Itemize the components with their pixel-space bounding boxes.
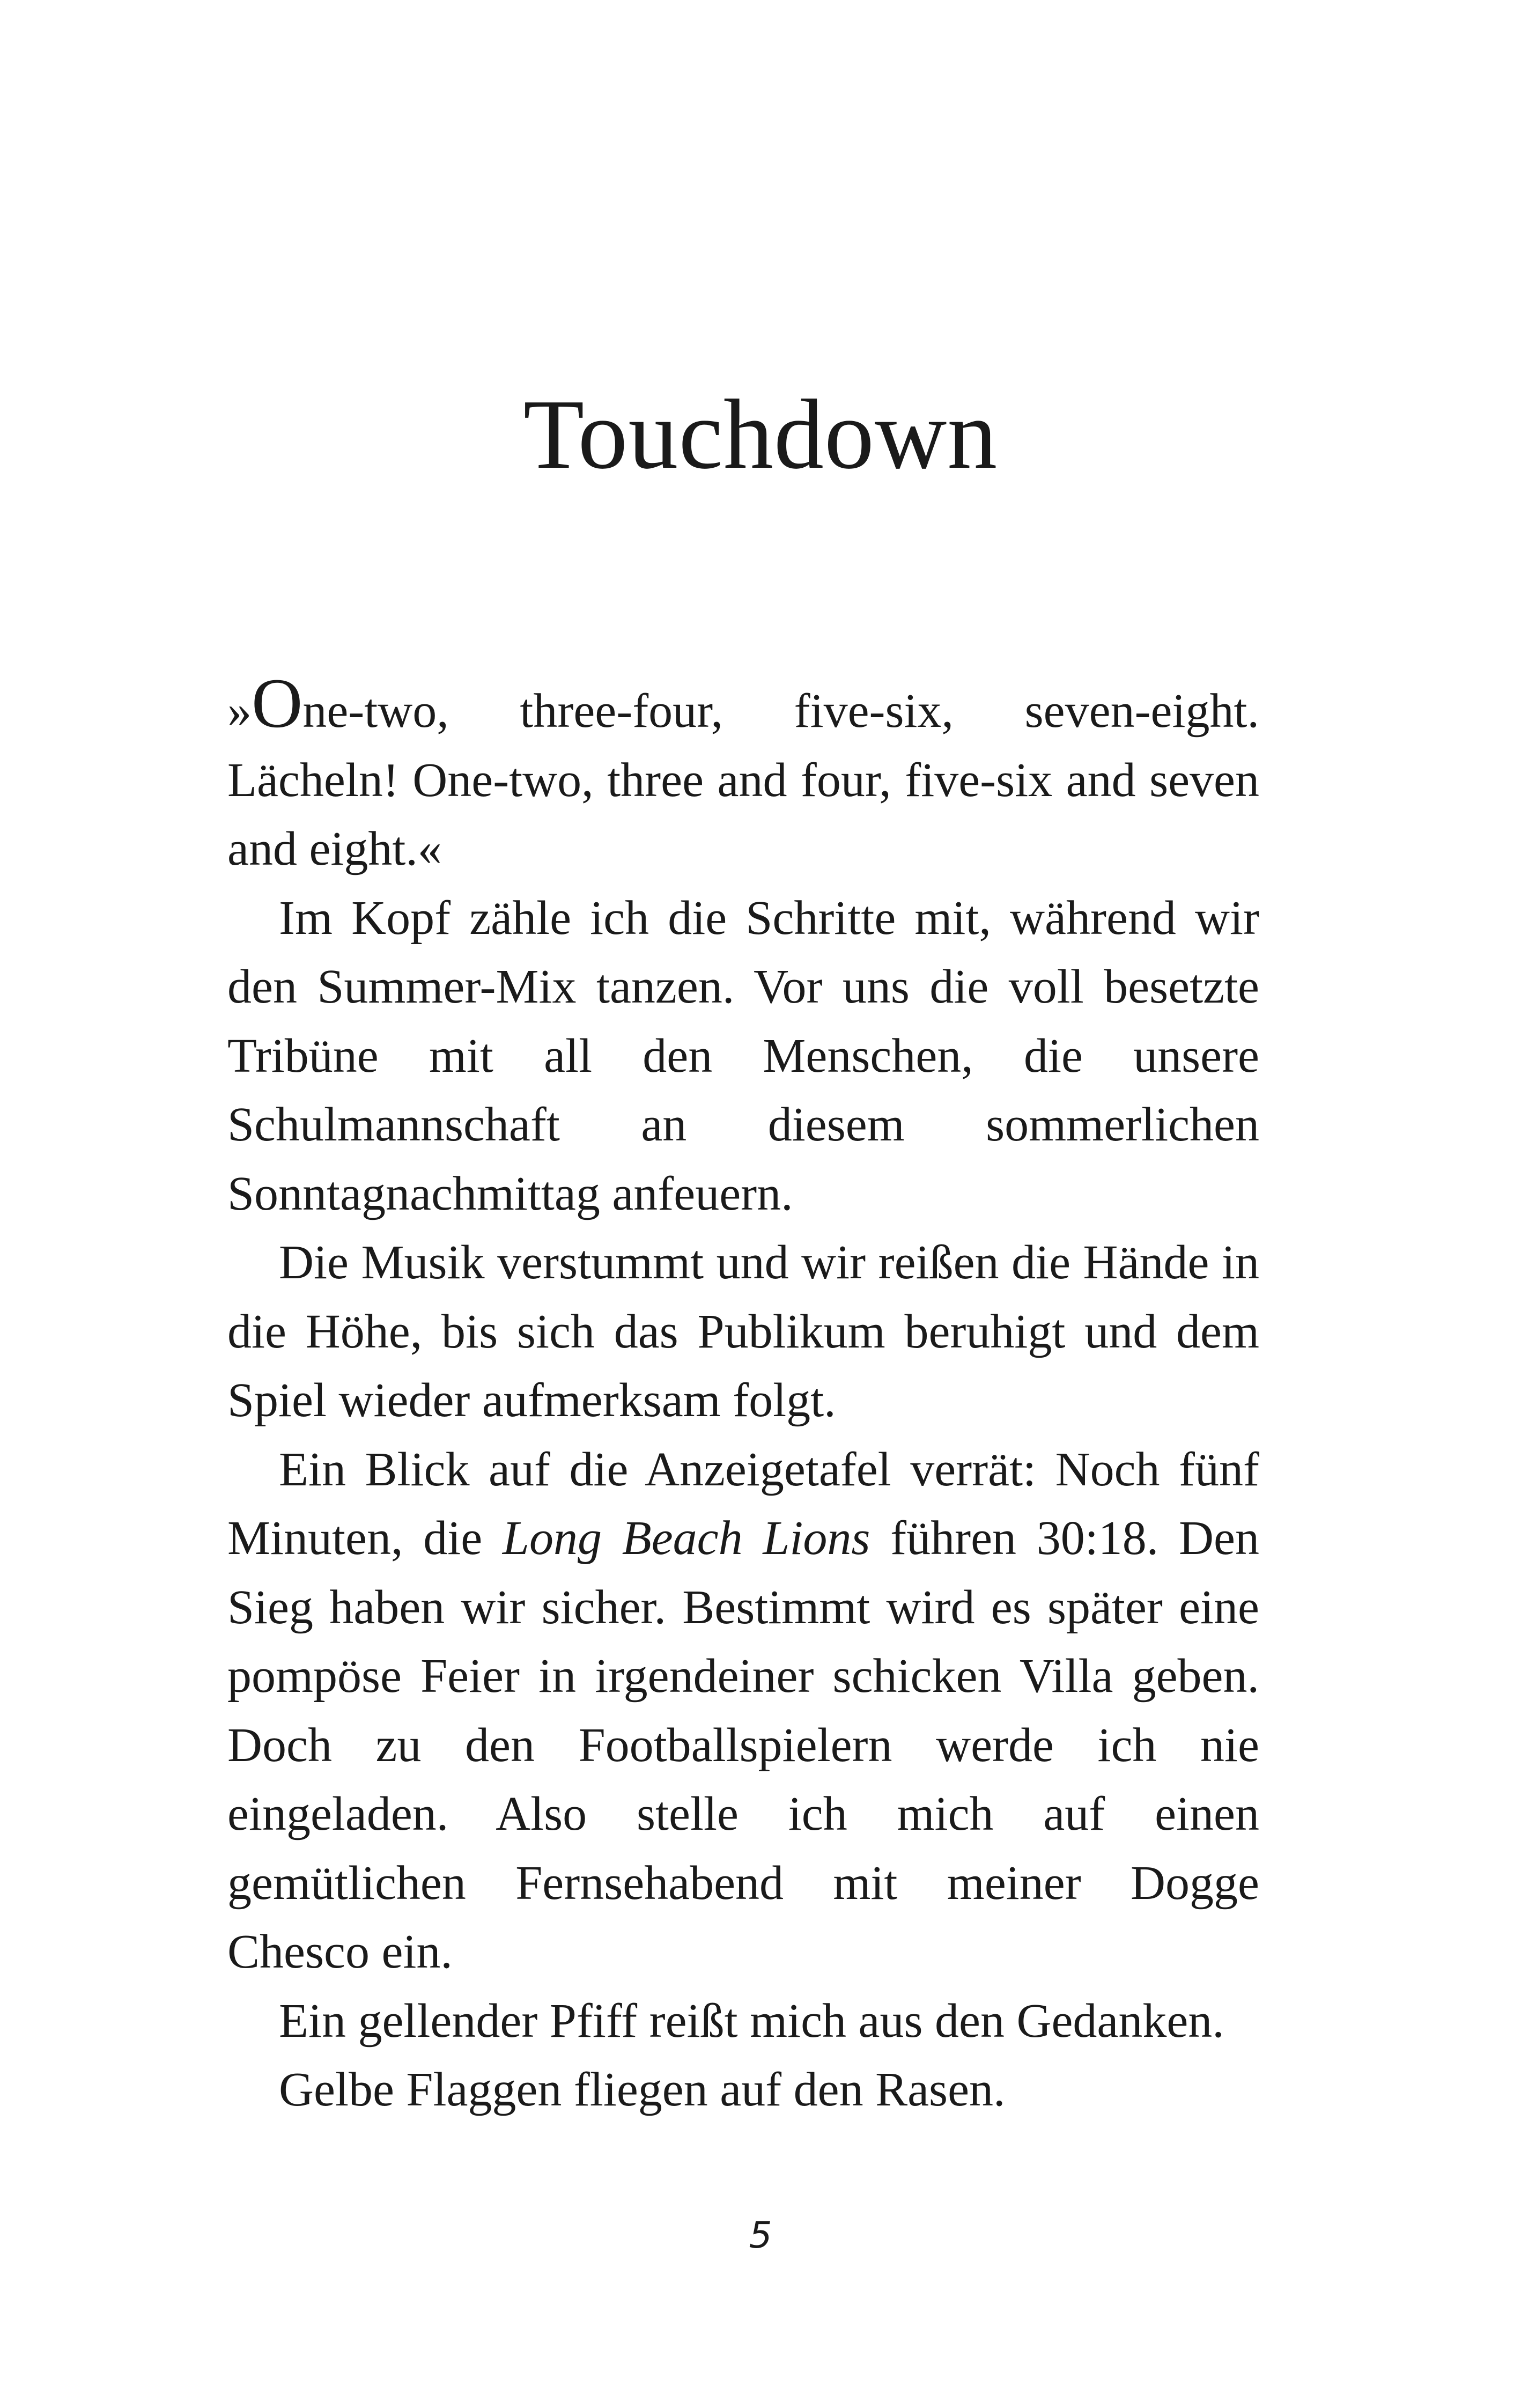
paragraph-1 [227,664,1259,884]
drop-cap: O [252,664,303,742]
paragraph-3: Die Musik verstummt und wir reißen die Hände in die Höhe, bis sich das Publikum beruhigt und dem Spiel wieder aufmerksam folgt. [227,1236,1259,1427]
paragraph-4-text-after: führen 30:18. Den Sieg haben wir sicher. Bestimmt wird es später eine pompöse Feier in irgendeiner schicken Villa geben. Doch zu den Footballspielern werde ich nie eingeladen. Also stelle ich mich auf einen gemütlichen Fernsehabend mit meiner Dogge Chesco ein. [227,1512,1259,1978]
page-number: 5 [749,2214,772,2257]
team-name-italic: Long Beach Lions [502,1512,870,1565]
paragraph-1-text: ne-two, three-four, five-six, seven-eight. Lächeln! One-two, three and four, five-six and seven and eight.« [227,684,1259,875]
paragraph-6: Gelbe Flaggen fliegen auf den Rasen. [279,2063,1006,2116]
paragraph-5: Ein gellender Pfiff reißt mich aus den Gedanken. [279,1994,1224,2048]
body-text [227,664,1259,2125]
opening-quote: » [227,684,252,738]
chapter-title: Touchdown [523,379,998,490]
paragraph-2: Im Kopf zähle ich die Schritte mit, während wir den Summer-Mix tanzen. Vor uns die voll besetzte Tribüne mit all den Menschen, die unsere Schulmannschaft an diesem sommerlichen Sonntagnachmittag anfeuern. [227,891,1259,1220]
paragraph-4-text-before: Ein Blick auf die Anzeigetafel verrät: Noch fünf Minuten, die [227,1442,1259,1565]
paragraph-4 [227,1435,1259,1987]
